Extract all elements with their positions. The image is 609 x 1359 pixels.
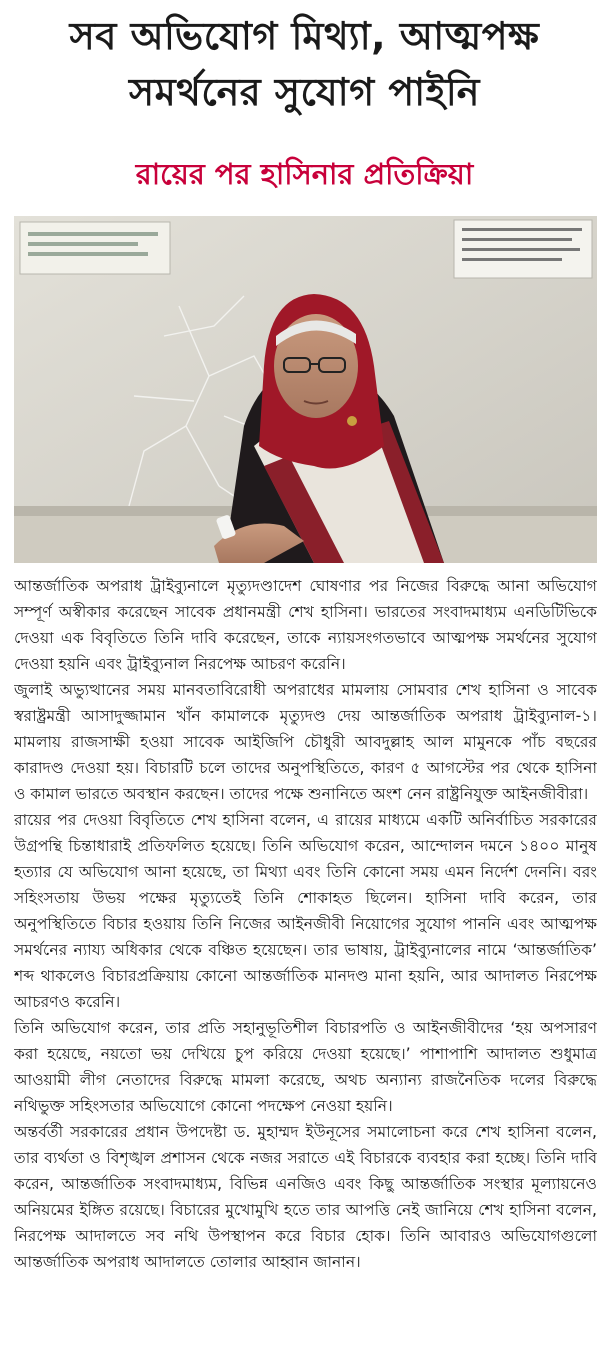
article-paragraph-3: রায়ের পর দেওয়া বিবৃতিতে শেখ হাসিনা বলেন, এ রায়ের মাধ্যমে একটি অনির্বাচিত সরকারের উগ্রপন্থি চিন্তাধারাই প্রতিফলিত হয়েছে। তিনি অভিযোগ করেন, আন্দোলন দমনে ১৪০০ মানুষ হত্যার যে অভিযোগ আনা হয়েছে, তা মিথ্যা এবং তিনি কোনো সময় এমন নির্দেশ দেননি। বরং সহিংসতায় উভয় পক্ষের মৃত্যুতেই তিনি শোকাহত ছিলেন। হাসিনা দাবি করেন, তার অনুপস্থিতিতে বিচার হওয়ায় তিনি নিজের আইনজীবী নিয়োগের সুযোগ পাননি এবং আত্মপক্ষ সমর্থনের ন্যায্য অধিকার থেকে বঞ্চিত হয়েছেন। তার ভাষায়, ট্রাইব্যুনালের নামে ‘আন্তর্জাতিক’ শব্দ থাকলেও বিচারপ্রক্রিয়ায় কোনো আন্তর্জাতিক মানদণ্ড মানা হয়নি, আর আদালত নিরপেক্ষ আচরণও করেনি। (14, 811, 597, 1011)
news-photo (14, 216, 597, 563)
headline: সব অভিযোগ মিথ্যা, আত্মপক্ষ সমর্থনের সুযোগ পাইনি (69, 14, 540, 114)
article-paragraph-5: অন্তর্বর্তী সরকারের প্রধান উপদেষ্টা ড. মুহাম্মদ ইউনূসের সমালোচনা করে শেখ হাসিনা বলেন, তার ব্যর্থতা ও বিশৃঙ্খল প্রশাসন থেকে নজর সরাতে এই বিচারকে ব্যবহার করা হচ্ছে। তিনি দাবি করেন, আন্তর্জাতিক সংবাদমাধ্যম, বিভিন্ন এনজিও এবং কিছু আন্তর্জাতিক সংস্থার মূল্যায়নেও অনিয়মের ইঙ্গিত রয়েছে। বিচারের মুখোমুখি হতে তার আপত্তি নেই জানিয়ে শেখ হাসিনা বলেন, নিরপেক্ষ আদালতে সব নথি উপস্থাপন করে বিচার হোক। তিনি আবারও অভিযোগগুলো আন্তর্জাতিক অপরাধ আদালতে তোলার আহ্বান জানান। (14, 1123, 597, 1271)
photo-illustration (14, 216, 597, 563)
subheadline: রায়ের পর হাসিনার প্রতিক্রিয়া (135, 157, 474, 191)
wall-notice-left (20, 222, 170, 274)
article-paragraph-1: আন্তর্জাতিক অপরাধ ট্রাইব্যুনালে মৃত্যুদণ্ডাদেশ ঘোষণার পর নিজের বিরুদ্ধে আনা অভিযোগ সম্পূর্ণ অস্বীকার করেছেন সাবেক প্রধানমন্ত্রী শেখ হাসিনা। ভারতের সংবাদমাধ্যম এনডিটিভিকে দেওয়া এক বিবৃতিতে তিনি দাবি করেছেন, তাকে ন্যায়সংগতভাবে আত্মপক্ষ সমর্থনের সুযোগ দেওয়া হয়নি এবং ট্রাইব্যুনাল নিরপেক্ষ আচরণ করেনি। (14, 577, 597, 673)
article-paragraph-2: জুলাই অভ্যুত্থানের সময় মানবতাবিরোধী অপরাধের মামলায় সোমবার শেখ হাসিনা ও সাবেক স্বরাষ্ট্রমন্ত্রী আসাদুজ্জামান খাঁন কামালকে মৃত্যুদণ্ড দেয় আন্তর্জাতিক অপরাধ ট্রাইব্যুনাল-১। মামলায় রাজসাক্ষী হওয়া সাবেক আইজিপি চৌধুরী আবদুল্লাহ আল মামুনকে পাঁচ বছরের কারাদণ্ড দেওয়া হয়। বিচারটি চলে তাদের অনুপস্থিতিতে, কারণ ৫ আগস্টের পর থেকে হাসিনা ও কামাল ভারতে অবস্থান করছেন। তাদের পক্ষে শুনানিতে অংশ নেন রাষ্ট্রনিযুক্ত আইনজীবীরা। (14, 681, 597, 803)
article-body (14, 573, 597, 1353)
article-paragraph-4: তিনি অভিযোগ করেন, তার প্রতি সহানুভূতিশীল বিচারপতি ও আইনজীবীদের ‘হয় অপসারণ করা হয়েছে, নয়তো ভয় দেখিয়ে চুপ করিয়ে দেওয়া হয়েছে।’ পাশাপাশি আদালত শুধুমাত্র আওয়ামী লীগ নেতাদের বিরুদ্ধে মামলা করেছে, অথচ অন্যান্য রাজনৈতিক দলের বিরুদ্ধে নথিভুক্ত সহিংসতার অভিযোগে কোনো পদক্ষেপ নেওয়া হয়নি। (14, 1019, 597, 1115)
